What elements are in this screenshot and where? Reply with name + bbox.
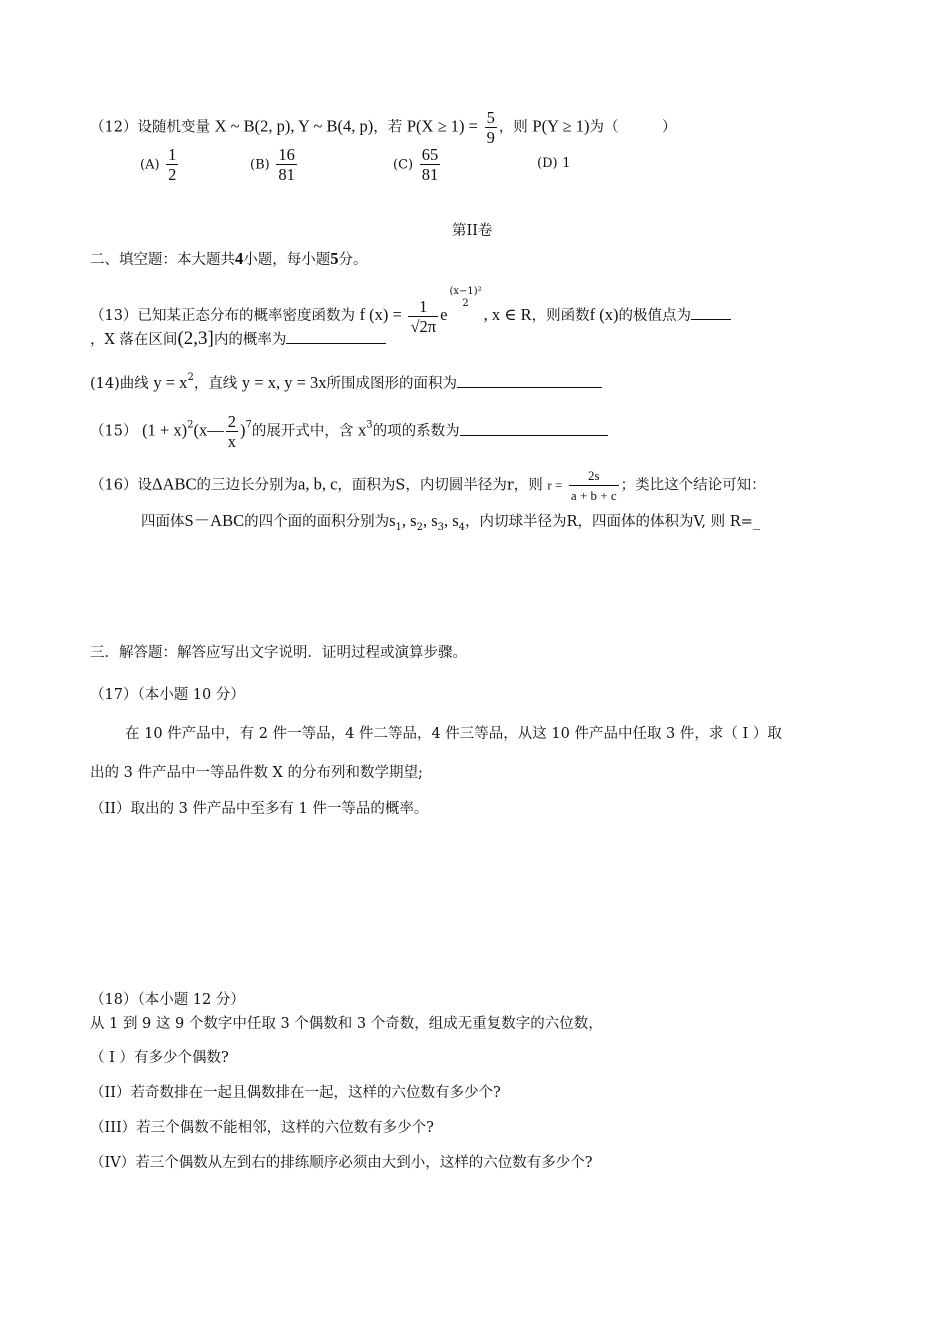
exponent: 7 (245, 419, 252, 431)
question-18-head: （18）（本小题 12 分） (90, 992, 245, 1008)
text: 分。 (338, 252, 368, 268)
text: 设随机变量 (137, 119, 210, 136)
text: 为（ ） (589, 119, 677, 136)
question-number: （16） (90, 477, 138, 494)
exponent: 2 (187, 419, 194, 431)
numerator: (x−1)² (449, 286, 482, 297)
text: 内的概率为 (213, 332, 287, 348)
question-14 (90, 368, 602, 394)
option-c (393, 145, 442, 184)
denominator: 81 (278, 165, 295, 184)
subscript: 2 (416, 522, 423, 533)
math: a, b, c (298, 474, 338, 494)
fraction (276, 145, 297, 184)
denominator: x (227, 432, 236, 451)
text: 曲线 (119, 376, 149, 392)
math: P(Y ≥ 1) (532, 116, 590, 136)
question-15 (90, 412, 608, 451)
fraction (408, 297, 438, 336)
denominator: 9 (486, 128, 495, 147)
math: ) (239, 420, 246, 440)
math: s (452, 511, 459, 530)
fraction (485, 108, 497, 147)
question-17-p2: 出的 3 件产品中一等品件数 X 的分布列和数学期望; (90, 765, 423, 781)
text: 所围成图形的面积为 (326, 376, 458, 392)
math: (x— (193, 420, 224, 440)
subscript: 3 (437, 522, 444, 533)
question-number: （15） (90, 423, 138, 440)
section-heading: 三．解答题：解答应写出文字说明．证明过程或演算步骤。 (90, 645, 467, 661)
text: ，则 (498, 119, 528, 136)
math: , x ∈ R (483, 305, 532, 324)
subscript: 4 (458, 522, 466, 533)
numerator: 1 (419, 296, 428, 316)
question-18-p5: （IV）若三个偶数从左到右的排练顺序必须由大到小，这样的六位数有多少个? (90, 1155, 593, 1171)
exponent: 3 (366, 419, 373, 431)
option-d (537, 155, 570, 171)
section-heading (90, 249, 368, 270)
math: (2,3] (177, 328, 214, 349)
question-17-head: （17）（本小题 10 分） (90, 687, 245, 703)
question-18-p2: （ I ）有多少个偶数? (90, 1050, 229, 1066)
question-16 (90, 466, 766, 505)
text: ，则函数 (531, 308, 590, 324)
text: 二、填空题：本大题共 (90, 252, 235, 268)
subscript: 1 (395, 522, 402, 533)
numerator: 2 (227, 412, 236, 431)
fraction (569, 466, 619, 505)
exponent: 2 (187, 372, 194, 383)
option-b (250, 145, 299, 184)
answer-blank[interactable] (457, 373, 602, 388)
text: 的展开式中，含 (251, 423, 354, 440)
question-18-p4: （III）若三个偶数不能相邻，这样的六位数有多少个? (90, 1120, 434, 1136)
text: 小题，每小题 (243, 252, 331, 268)
fraction (166, 145, 178, 184)
text: ，X 落在区间 (90, 332, 178, 348)
math: S－ABC (184, 511, 245, 530)
numerator: 16 (278, 145, 295, 164)
option-label: (D) (537, 156, 558, 171)
text: ，面积为S，内切圆半径为r，则 (337, 477, 543, 494)
denominator: √2π (410, 316, 437, 336)
text: 的三边长分别为 (196, 477, 298, 494)
text: 设 (137, 477, 152, 494)
text: ；类比这个结论可知： (620, 477, 766, 494)
math: s (431, 511, 438, 530)
math: y = x, y = 3x (241, 373, 327, 392)
answer-blank[interactable] (286, 329, 386, 344)
text: 已知某正态分布的概率密度函数为 (137, 308, 355, 324)
math: (1 + x) (142, 420, 188, 440)
question-17-p1: 在 10 件产品中，有 2 件一等品，4 件二等品，4 件三等品，从这 10 件产品中任取 3 件，求（ I ）取 (125, 726, 782, 742)
text: ，直线 (193, 376, 238, 392)
math: f (x) (589, 305, 619, 324)
option-label: (B) (250, 157, 270, 173)
option-label: (A) (140, 157, 160, 173)
math: r = (547, 477, 563, 493)
question-13-line2 (90, 329, 386, 350)
numerator: 1 (168, 145, 177, 164)
math: P(X ≥ 1) = (406, 116, 478, 136)
math: y = x (153, 373, 188, 392)
question-number: （12） (90, 119, 138, 136)
option-value: 1 (562, 156, 571, 171)
option-label: (C) (393, 157, 414, 173)
question-12 (90, 108, 676, 147)
answer-blank[interactable] (691, 305, 731, 320)
text: ，内切球半径为R，四面体的体积为V, 则 R=_ (465, 514, 761, 530)
question-number: （13） (90, 308, 138, 324)
numerator: 2s (587, 468, 600, 483)
math: e (440, 305, 448, 324)
fraction (420, 145, 441, 184)
numerator: 5 (486, 108, 495, 127)
score: 5 (330, 249, 339, 268)
math: s (389, 511, 396, 530)
math: X ~ B(2, p), Y ~ B(4, p) (214, 116, 374, 136)
fraction (226, 412, 238, 451)
denominator: 2 (168, 165, 177, 184)
text: 的四个面的面积分别为 (244, 514, 390, 530)
question-18-p3: （II）若奇数排在一起且偶数排在一起，这样的六位数有多少个? (90, 1085, 501, 1101)
denominator: 2 (462, 298, 469, 309)
question-16-line2: 四面体S－ABC的四个面的面积分别为$s_1$, $s_2$, $s_3$, $s_4$，内切球半径为R，四面体的体积为V, 则 R=_ (141, 511, 761, 533)
math: f (x) = (359, 305, 402, 324)
text: 的极值点为 (618, 308, 691, 324)
question-17-p3: （II）取出的 3 件产品中至多有 1 件一等品的概率。 (90, 801, 429, 817)
math: x (357, 420, 367, 440)
denominator: a + b + c (569, 485, 619, 505)
part-title: 第II卷 (452, 223, 493, 239)
option-a (140, 145, 180, 184)
denominator: 81 (421, 165, 439, 184)
text: 四面体 (141, 514, 185, 530)
numerator: 65 (421, 145, 439, 164)
question-number: (14) (90, 376, 120, 392)
question-18-p1: 从 1 到 9 这 9 个数字中任取 3 个偶数和 3 个奇数，组成无重复数字的六位数， (90, 1016, 603, 1032)
text: 的项的系数为 (372, 423, 460, 440)
exponent (449, 286, 481, 310)
text: ，若 (373, 119, 403, 136)
answer-blank[interactable] (460, 421, 608, 436)
count: 4 (235, 249, 244, 268)
math: s (410, 511, 417, 530)
math: ΔABC (151, 474, 197, 494)
